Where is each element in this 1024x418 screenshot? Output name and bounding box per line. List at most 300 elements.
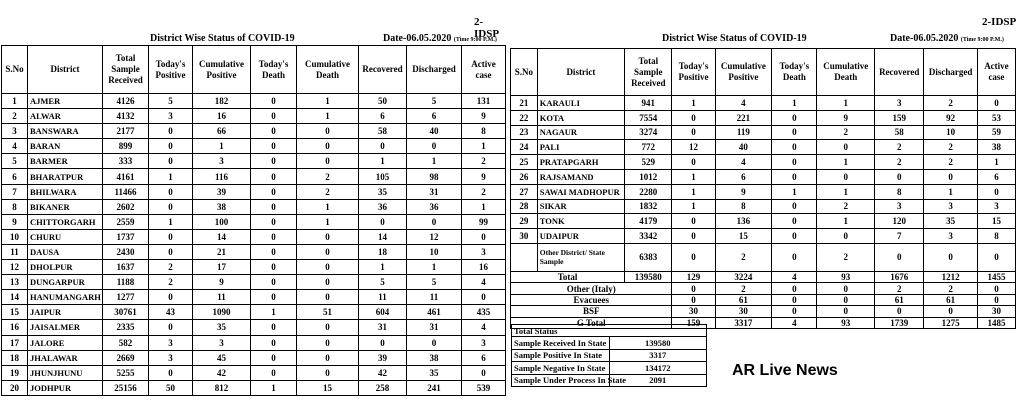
cell: 159 (875, 110, 924, 125)
col-header: Active case (462, 46, 506, 94)
cell: 0 (297, 335, 359, 350)
cell: 28 (511, 199, 538, 214)
col-header: Discharged (407, 46, 462, 94)
cell: 0 (407, 214, 462, 229)
cell: 38 (977, 140, 1015, 155)
cell: 2 (817, 199, 875, 214)
cell: 0 (672, 214, 715, 229)
cell: 4 (715, 155, 772, 170)
cell: 3 (193, 154, 251, 169)
cell: 12 (407, 229, 462, 244)
cell: 0 (407, 335, 462, 350)
cell: 43 (149, 305, 193, 320)
cell: 119 (715, 125, 772, 140)
district-name: CHURU (28, 229, 103, 244)
cell: 1 (817, 96, 875, 111)
cell: 3 (149, 350, 193, 365)
cell: 0 (251, 365, 297, 380)
cell: 51 (297, 305, 359, 320)
cell: 0 (251, 124, 297, 139)
cell: 9 (817, 110, 875, 125)
cell: 0 (251, 214, 297, 229)
cell: 1 (193, 139, 251, 154)
cell: 11 (193, 290, 251, 305)
cell: 3 (875, 199, 924, 214)
table-row (2, 214, 506, 229)
col-header: Total Sample Received (625, 49, 672, 96)
cell: 14 (2, 290, 28, 305)
cell: 1 (251, 305, 297, 320)
district-name: ALWAR (28, 109, 103, 124)
idsp-tag: 2-IDSP (982, 16, 1017, 28)
district-name: TONK (537, 214, 624, 229)
district-table-left (1, 45, 506, 396)
cell: 17 (193, 260, 251, 275)
cell: 3 (462, 335, 506, 350)
cell: 0 (251, 275, 297, 290)
cell: 1 (817, 155, 875, 170)
cell: 1 (407, 260, 462, 275)
cell: 0 (772, 125, 817, 140)
district-name: UDAIPUR (537, 229, 624, 244)
cell: 2 (297, 184, 359, 199)
cell: 29 (511, 214, 538, 229)
cell: 30 (511, 229, 538, 244)
cell: 31 (359, 320, 407, 335)
cell: 1 (672, 96, 715, 111)
cell: 1 (817, 184, 875, 199)
district-name: PRATAPGARH (537, 155, 624, 170)
district-name: JODHPUR (28, 380, 103, 395)
cell: 10 (2, 229, 28, 244)
district-name: RAJSAMAND (537, 169, 624, 184)
evacuees-row: Evacuees 0 61 0 0 61 61 0 (511, 294, 1016, 305)
cell: 0 (251, 350, 297, 365)
cell: 18 (359, 244, 407, 259)
cell: 0 (462, 229, 506, 244)
cell: 1 (672, 184, 715, 199)
cell: 1 (672, 169, 715, 184)
date-label: Date-06.05.2020 (Time 9:00 P.M.) (890, 33, 1004, 44)
table-row (2, 199, 506, 214)
grand-total-row: G Total 159 3317 4 93 1739 1275 1485 (511, 317, 1016, 328)
cell: 3 (977, 199, 1015, 214)
cell: 40 (407, 124, 462, 139)
cell: 1 (977, 155, 1015, 170)
district-name: PALI (537, 140, 624, 155)
cell: 36 (407, 199, 462, 214)
cell: 20 (2, 380, 28, 395)
bsf-label: BSF (511, 306, 672, 317)
cell: 5 (2, 154, 28, 169)
district-name: JHUNJHUNU (28, 365, 103, 380)
col-header: Cumulative Positive (193, 46, 251, 94)
cell: 0 (772, 110, 817, 125)
cell: 0 (817, 140, 875, 155)
table-row (2, 169, 506, 184)
cell: 0 (297, 350, 359, 365)
cell: 1 (359, 260, 407, 275)
cell: 9 (715, 184, 772, 199)
cell: 1012 (625, 169, 672, 184)
cell: 8 (715, 199, 772, 214)
cell: 6 (977, 169, 1015, 184)
cell: 36 (359, 199, 407, 214)
other-district-row: Other District/ State Sample 6383 0 2 0 2 0 0 0 (511, 243, 1016, 271)
cell: 4 (462, 320, 506, 335)
district-name: NAGAUR (537, 125, 624, 140)
cell: 31 (407, 320, 462, 335)
cell: 529 (625, 155, 672, 170)
cell: 0 (251, 169, 297, 184)
cell: 0 (251, 199, 297, 214)
cell: 0 (977, 96, 1015, 111)
cell: 92 (924, 110, 977, 125)
table-row (2, 260, 506, 275)
cell: 58 (359, 124, 407, 139)
cell: 2 (924, 96, 977, 111)
cell: 0 (149, 229, 193, 244)
cell: 0 (297, 124, 359, 139)
cell: 5 (407, 94, 462, 109)
cell: 39 (193, 184, 251, 199)
district-name: DAUSA (28, 244, 103, 259)
cell: 1 (772, 96, 817, 111)
cell: 6 (407, 109, 462, 124)
cell: 2 (817, 125, 875, 140)
other-district-label: Other District/ State Sample (537, 243, 624, 271)
table-row (2, 275, 506, 290)
cell: 3 (193, 335, 251, 350)
total-label: Total (511, 271, 625, 282)
cell: 98 (407, 169, 462, 184)
table-row (511, 199, 1016, 214)
cell: 0 (251, 109, 297, 124)
cell: 0 (149, 320, 193, 335)
cell: 3342 (625, 229, 672, 244)
cell: 105 (359, 169, 407, 184)
cell: 1737 (103, 229, 149, 244)
cell: 0 (297, 275, 359, 290)
cell: 3 (875, 96, 924, 111)
table-row (511, 140, 1016, 155)
cell: 0 (359, 214, 407, 229)
cell: 0 (875, 169, 924, 184)
cell: 23 (511, 125, 538, 140)
cell: 35 (924, 214, 977, 229)
cell: 17 (2, 335, 28, 350)
district-name: BARAN (28, 139, 103, 154)
cell: 0 (772, 169, 817, 184)
cell: 333 (103, 154, 149, 169)
cell: 2280 (625, 184, 672, 199)
cell: 21 (193, 244, 251, 259)
district-name: SAWAI MADHOPUR (537, 184, 624, 199)
status-row: Sample Under Process In State 2091 (512, 374, 707, 386)
district-name: SIKAR (537, 199, 624, 214)
cell: 14 (193, 229, 251, 244)
cell: 0 (297, 154, 359, 169)
total-status-table (511, 324, 707, 387)
cell: 3 (462, 244, 506, 259)
cell: 1188 (103, 275, 149, 290)
col-header: Today's Death (772, 49, 817, 96)
cell: 27 (511, 184, 538, 199)
cell: 2 (297, 169, 359, 184)
cell: 38 (407, 350, 462, 365)
col-header: Cumulative Death (297, 46, 359, 94)
cell: 0 (251, 139, 297, 154)
cell: 7 (2, 184, 28, 199)
table-row (2, 365, 506, 380)
cell: 1090 (193, 305, 251, 320)
cell: 0 (149, 199, 193, 214)
cell: 0 (149, 290, 193, 305)
cell: 16 (193, 109, 251, 124)
bsf-row: BSF 30 30 0 0 0 0 30 (511, 306, 1016, 317)
cell: 2 (462, 184, 506, 199)
cell: 0 (297, 139, 359, 154)
cell: 1 (772, 184, 817, 199)
cell: 15 (297, 380, 359, 395)
cell: 2 (875, 140, 924, 155)
district-name: KOTA (537, 110, 624, 125)
cell: 2559 (103, 214, 149, 229)
cell: 100 (193, 214, 251, 229)
table-row (2, 229, 506, 244)
table-row (511, 125, 1016, 140)
cell: 4132 (103, 109, 149, 124)
cell: 2430 (103, 244, 149, 259)
table-row (511, 96, 1016, 111)
table-row (2, 305, 506, 320)
cell: 31 (407, 184, 462, 199)
district-name: KARAULI (537, 96, 624, 111)
cell: 35 (359, 184, 407, 199)
cell: 0 (407, 139, 462, 154)
cell: 24 (511, 140, 538, 155)
cell: 5255 (103, 365, 149, 380)
cell: 0 (297, 290, 359, 305)
cell: 1 (359, 154, 407, 169)
cell: 539 (462, 380, 506, 395)
table-row (511, 214, 1016, 229)
cell: 10 (924, 125, 977, 140)
cell: 2 (924, 155, 977, 170)
brand-watermark: AR Live News (732, 362, 838, 379)
col-header: District (28, 46, 103, 94)
cell: 5 (407, 275, 462, 290)
table-row (511, 110, 1016, 125)
cell: 39 (359, 350, 407, 365)
table-row (2, 380, 506, 395)
status-row: Sample Received In State 139580 (512, 337, 707, 349)
col-header: Recovered (875, 49, 924, 96)
cell: 30761 (103, 305, 149, 320)
cell: 45 (193, 350, 251, 365)
cell: 0 (297, 260, 359, 275)
cell: 0 (149, 365, 193, 380)
table-row (511, 229, 1016, 244)
cell: 0 (251, 154, 297, 169)
cell: 3274 (625, 125, 672, 140)
cell: 3 (2, 124, 28, 139)
district-name: JHALAWAR (28, 350, 103, 365)
cell: 4 (2, 139, 28, 154)
cell: 42 (193, 365, 251, 380)
cell: 0 (817, 229, 875, 244)
cell: 1 (462, 199, 506, 214)
cell: 25156 (103, 380, 149, 395)
cell: 0 (251, 320, 297, 335)
cell: 0 (672, 229, 715, 244)
cell: 2177 (103, 124, 149, 139)
cell: 1 (817, 214, 875, 229)
cell: 8 (977, 229, 1015, 244)
italy-row: Other (Italy) 0 2 0 0 2 2 0 (511, 283, 1016, 294)
date-label: Date-06.05.2020 (Time 9:00 P.M.) (383, 33, 497, 44)
col-header: S.No (2, 46, 28, 94)
cell: 50 (149, 380, 193, 395)
cell: 6 (359, 109, 407, 124)
cell: 6 (462, 350, 506, 365)
cell: 1 (251, 380, 297, 395)
cell: 0 (359, 139, 407, 154)
cell: 66 (193, 124, 251, 139)
table-row (2, 154, 506, 169)
cell: 1 (407, 154, 462, 169)
cell: 7554 (625, 110, 672, 125)
cell: 0 (772, 199, 817, 214)
cell: 772 (625, 140, 672, 155)
cell: 4126 (103, 94, 149, 109)
cell: 0 (977, 184, 1015, 199)
cell: 26 (511, 169, 538, 184)
cell: 1832 (625, 199, 672, 214)
cell: 21 (511, 96, 538, 111)
cell: 53 (977, 110, 1015, 125)
district-name: JAIPUR (28, 305, 103, 320)
cell: 116 (193, 169, 251, 184)
cell: 13 (2, 275, 28, 290)
district-name: DHOLPUR (28, 260, 103, 275)
cell: 11 (359, 290, 407, 305)
cell: 8 (875, 184, 924, 199)
cell: 0 (772, 229, 817, 244)
cell: 0 (251, 244, 297, 259)
cell: 2 (924, 140, 977, 155)
cell: 0 (772, 140, 817, 155)
cell: 0 (817, 169, 875, 184)
district-name: JALORE (28, 335, 103, 350)
cell: 3 (149, 335, 193, 350)
table-row (2, 290, 506, 305)
cell: 1 (924, 184, 977, 199)
table-row (511, 169, 1016, 184)
cell: 1 (2, 94, 28, 109)
table-row (2, 139, 506, 154)
cell: 1 (462, 139, 506, 154)
italy-label: Other (Italy) (511, 283, 672, 294)
cell: 9 (2, 214, 28, 229)
table-row (2, 109, 506, 124)
district-name: JAISALMER (28, 320, 103, 335)
table-title: District Wise Status of COVID-19 (150, 33, 295, 44)
col-header: Cumulative Positive (715, 49, 772, 96)
cell: 12 (672, 140, 715, 155)
cell: 2 (2, 109, 28, 124)
cell: 0 (772, 214, 817, 229)
cell: 8 (462, 124, 506, 139)
district-name: BHILWARA (28, 184, 103, 199)
cell: 0 (149, 244, 193, 259)
cell: 58 (875, 125, 924, 140)
cell: 38 (193, 199, 251, 214)
cell: 0 (251, 335, 297, 350)
cell: 4 (715, 96, 772, 111)
col-header: Discharged (924, 49, 977, 96)
cell: 241 (407, 380, 462, 395)
table-row (2, 94, 506, 109)
cell: 6 (2, 169, 28, 184)
cell: 0 (462, 290, 506, 305)
cell: 16 (462, 260, 506, 275)
cell: 0 (251, 184, 297, 199)
cell: 15 (715, 229, 772, 244)
cell: 0 (297, 365, 359, 380)
cell: 4161 (103, 169, 149, 184)
status-title: Total Status (512, 325, 707, 337)
cell: 136 (715, 214, 772, 229)
cell: 221 (715, 110, 772, 125)
cell: 1 (149, 214, 193, 229)
cell: 15 (2, 305, 28, 320)
table-row (511, 184, 1016, 199)
col-header: Active case (977, 49, 1015, 96)
cell: 11 (2, 244, 28, 259)
district-name: BARMER (28, 154, 103, 169)
table-row (2, 350, 506, 365)
col-header: S.No (511, 49, 538, 96)
cell: 10 (407, 244, 462, 259)
cell: 0 (297, 244, 359, 259)
col-header: District (537, 49, 624, 96)
cell: 35 (407, 365, 462, 380)
col-header: Cumulative Death (817, 49, 875, 96)
cell: 182 (193, 94, 251, 109)
cell: 0 (251, 290, 297, 305)
cell: 3 (924, 199, 977, 214)
cell: 0 (251, 229, 297, 244)
cell: 22 (511, 110, 538, 125)
cell: 435 (462, 305, 506, 320)
cell: 0 (772, 155, 817, 170)
cell: 6 (715, 169, 772, 184)
total-row: Total 139580 129 3224 4 93 1676 1212 1455 (511, 271, 1016, 282)
cell: 0 (149, 184, 193, 199)
col-header: Today's Positive (149, 46, 193, 94)
col-header: Recovered (359, 46, 407, 94)
cell: 604 (359, 305, 407, 320)
idsp-tag: 2-IDSP (474, 16, 500, 40)
cell: 0 (297, 320, 359, 335)
cell: 120 (875, 214, 924, 229)
cell: 0 (359, 335, 407, 350)
cell: 40 (715, 140, 772, 155)
cell: 25 (511, 155, 538, 170)
status-row: Sample Positive In State 3317 (512, 349, 707, 361)
grand-total-label: G Total (511, 317, 672, 328)
